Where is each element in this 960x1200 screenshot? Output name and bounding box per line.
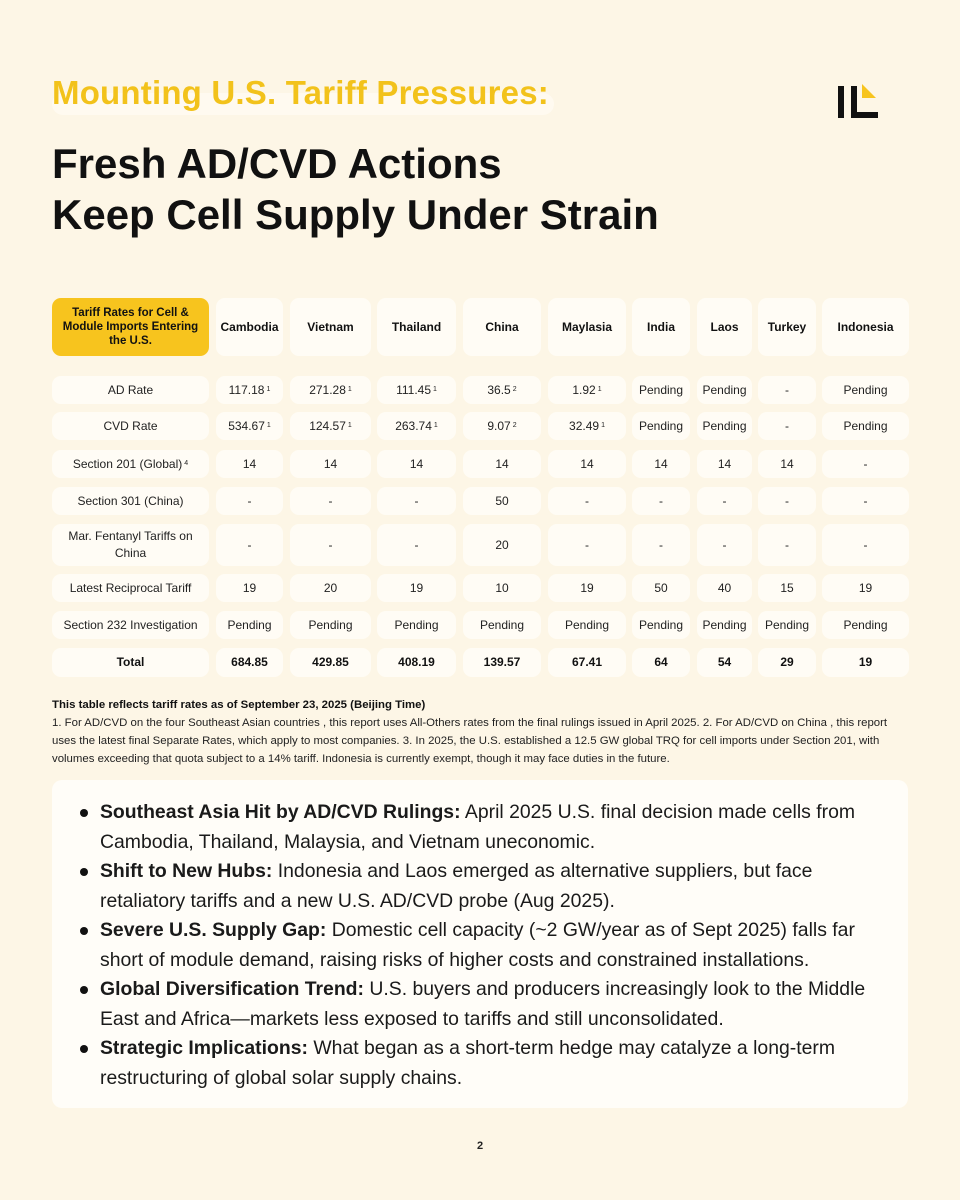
table-cell [822,450,909,478]
cell-value: Pending [394,617,439,632]
cell-value: 50 [654,580,668,595]
cell-value: 40 [717,580,732,595]
table-cell [548,574,626,602]
title-line-1: Fresh AD/CVD Actions [52,140,502,187]
cell-value: - [328,537,333,552]
cell-value: 14 [717,456,732,471]
footnote-marker: 1 [433,421,438,429]
key-point-lead: Southeast Asia Hit by AD/CVD Rulings: [100,801,461,823]
table-cell [758,450,816,478]
key-point-item [100,975,882,1034]
cell-value: - [785,493,789,508]
table-cell [290,487,371,515]
table-cell [216,648,283,677]
key-point-text: Domestic cell capacity (~2 GW/year as of Sept 2025) falls far short of module demand, raising risks of higher costs and constrained installations. [100,919,855,971]
table-cell [216,450,283,478]
table-cell [377,450,456,478]
column-header: Turkey [758,298,816,356]
cell-value: Pending [764,617,810,632]
table-cell [632,376,690,404]
table-cell [697,524,752,566]
cell-value: Pending [638,418,684,433]
table-cell [632,450,690,478]
footnotes: 1. For AD/CVD on the four Southeast Asian countries , this report uses All-Others rates from the final rulings issued in April 2025. 2. For AD/CVD on China , this report uses the latest final Separate Rates, which apply to most companies. 3. In 2025, the U.S. established a 12.5 GW global TRQ for cell imports under Section 201, with volumes exceeding that quota subject to a 14% tariff. Indonesia is currently exempt, though it may face duties in the future. [52,717,888,765]
table-cell [697,574,752,602]
table-cell [377,648,456,677]
table-cell [377,487,456,515]
row-label [52,648,209,677]
cell-value: 117.18 [228,382,265,397]
table-cell [822,524,909,566]
cell-value: 139.57 [483,655,521,669]
table-cell [216,412,283,440]
cell-value: Pending [564,617,610,632]
page-number: 2 [476,1140,484,1152]
cell-value: - [863,493,868,508]
cell-value: - [659,493,663,508]
cell-value: Pending [702,418,747,433]
cell-value: 14 [409,456,424,471]
page-kicker: Mounting U.S. Tariff Pressures: [52,74,549,111]
cell-value: - [863,537,868,552]
cell-value: - [659,537,663,552]
table-cell [216,611,283,639]
cell-value: 1.92 [572,382,596,397]
table-cell [548,412,626,440]
footnote-marker: 2 [512,385,517,393]
key-point-item [100,798,882,857]
key-point-text: April 2025 U.S. final decision made cells from Cambodia, Thailand, Malaysia, and Vietnam uneconomic. [100,801,856,853]
row-label [52,524,209,566]
table-cell [290,524,371,566]
cell-value: 10 [495,580,509,595]
cell-value: Pending [227,617,272,632]
cell-value: - [414,537,419,552]
il-logo-icon [836,80,880,120]
table-cell [548,611,626,639]
cell-value: 19 [858,580,873,595]
column-header: Cambodia [216,298,283,356]
table-corner-label: Tariff Rates for Cell & Module Imports Entering the U.S. [52,298,209,356]
title-line-2: Keep Cell Supply Under Strain [52,191,659,238]
as-of-note: This table reflects tariff rates as of September 23, 2025 (Beijing Time) [52,699,426,711]
cell-value: 271.28 [309,382,346,397]
table-cell [216,574,283,602]
table-cell [290,611,371,639]
row-label [52,611,209,639]
table-cell [632,574,690,602]
key-points-panel [52,780,908,1108]
row-label [52,376,209,404]
table-cell [548,450,626,478]
table-cell [632,412,690,440]
cell-value: Pending [308,617,353,632]
cell-value: 29 [780,655,794,669]
table-cell [463,487,541,515]
cell-value: 19 [242,580,257,595]
cell-value: Pending [843,617,888,632]
cell-value: - [722,537,727,552]
cell-value: 64 [654,655,668,669]
cell-value: 36.5 [487,382,511,397]
column-header: Indonesia [822,298,909,356]
table-cell [758,487,816,515]
cell-value: Pending [638,617,684,632]
cell-value: 124.57 [309,418,346,433]
cell-value: 32.49 [569,418,600,433]
table-cell [548,376,626,404]
key-point-text: U.S. buyers and producers increasingly look to the Middle East and Africa—markets less exposed to tariffs and still unconsolidated. [100,978,866,1030]
footnote-marker: 1 [266,421,271,429]
row-label [52,574,209,602]
cell-value: - [722,493,727,508]
key-point-lead: Global Diversification Trend: [100,978,364,1000]
cell-value: - [863,456,868,471]
cell-value: Pending [843,418,888,433]
table-cell [822,648,909,677]
key-point-item [100,1034,882,1093]
cell-value: 429.85 [312,655,349,669]
key-point-text: Indonesia and Laos emerged as alternative suppliers, but face retaliatory tariffs and a new U.S. AD/CVD probe (Aug 2025). [100,860,813,912]
table-cell [548,524,626,566]
row-label-text: Mar. Fentanyl Tariffs on China [68,529,193,560]
cell-value: Pending [702,617,747,632]
table-cell [758,648,816,677]
footnote-marker: 1 [347,421,352,429]
row-label-text: CVD Rate [103,418,158,433]
column-header: Vietnam [290,298,371,356]
table-cell [377,574,456,602]
row-label-text: Section 301 (China) [77,493,184,508]
cell-value: - [785,537,789,552]
table-cell [697,376,752,404]
table-cell [822,487,909,515]
key-point-lead: Strategic Implications: [100,1037,308,1059]
table-cell [377,524,456,566]
cell-value: Pending [843,382,888,397]
cell-value: - [247,537,252,552]
key-point-item [100,916,882,975]
table-cell [632,648,690,677]
table-cell [216,487,283,515]
table-notes [52,696,912,768]
table-cell [463,376,541,404]
row-label-text: AD Rate [107,382,154,397]
key-point-item [100,857,882,916]
cell-value: 534.67 [228,418,265,433]
footnote-marker: 4 [184,459,189,467]
table-cell [377,376,456,404]
cell-value: - [585,537,589,552]
table-cell [548,487,626,515]
cell-value: - [585,493,589,508]
cell-value: 14 [580,456,594,471]
cell-value: 20 [495,537,509,552]
footnote-marker: 2 [512,421,517,429]
row-label [52,487,209,515]
table-cell [758,574,816,602]
page-title [52,138,659,240]
cell-value: - [785,382,789,397]
cell-value: 19 [580,580,594,595]
cell-value: 263.74 [395,418,432,433]
table-cell [290,450,371,478]
cell-value: 19 [409,580,424,595]
cell-value: - [785,418,789,433]
cell-value: 684.85 [231,655,268,669]
cell-value: Pending [638,382,684,397]
table-cell [463,524,541,566]
table-cell [632,487,690,515]
cell-value: 408.19 [398,655,435,669]
table-cell [290,412,371,440]
row-label [52,412,209,440]
cell-value: Pending [702,382,747,397]
row-label [52,450,209,478]
cell-value: Pending [479,617,525,632]
table-cell [632,611,690,639]
cell-value: 111.45 [396,382,431,397]
table-cell [697,450,752,478]
table-cell [377,611,456,639]
table-cell [463,648,541,677]
table-cell [822,574,909,602]
cell-value: 54 [717,655,732,669]
cell-value: 14 [495,456,509,471]
table-cell [822,412,909,440]
key-point-lead: Severe U.S. Supply Gap: [100,919,327,941]
table-cell [463,450,541,478]
column-header: Laos [697,298,752,356]
column-header: China [463,298,541,356]
footnote-marker: 1 [597,385,602,393]
table-cell [758,524,816,566]
table-cell [463,611,541,639]
cell-value: - [414,493,419,508]
cell-value: 20 [323,580,338,595]
column-header: Maylasia [548,298,626,356]
key-point-lead: Shift to New Hubs: [100,860,273,882]
cell-value: 9.07 [487,418,511,433]
table-cell [463,412,541,440]
footnote-marker: 1 [433,385,437,393]
table-cell [377,412,456,440]
footnote-marker: 1 [601,421,605,429]
table-cell [216,524,283,566]
key-points-list [100,798,882,1093]
cell-value: 15 [780,580,794,595]
cell-value: 14 [323,456,338,471]
table-cell [697,611,752,639]
table-cell [290,574,371,602]
table-cell [290,376,371,404]
table-cell [822,376,909,404]
cell-value: 50 [495,493,509,508]
cell-value: 67.41 [571,655,603,669]
row-label-text: Total [116,655,145,669]
table-cell [697,412,752,440]
cell-value: 14 [654,456,668,471]
table-cell [758,376,816,404]
table-cell [758,412,816,440]
table-cell [758,611,816,639]
table-cell [463,574,541,602]
row-label-text: Section 201 (Global) [72,456,183,471]
column-header: Thailand [377,298,456,356]
cell-value: 14 [242,456,257,471]
cell-value: - [328,493,333,508]
column-header: India [632,298,690,356]
table-cell [548,648,626,677]
row-label-text: Latest Reciprocal Tariff [69,580,192,595]
table-cell [822,611,909,639]
table-cell [216,376,283,404]
footnote-marker: 1 [266,385,271,393]
key-point-text: What began as a short-term hedge may catalyze a long-term restructuring of global solar supply chains. [100,1037,836,1089]
table-cell [697,487,752,515]
table-cell [632,524,690,566]
cell-value: - [247,493,252,508]
cell-value: 14 [780,456,794,471]
footnote-marker: 1 [347,385,352,393]
table-cell [697,648,752,677]
cell-value: 19 [858,655,873,669]
table-cell [290,648,371,677]
row-label-text: Section 232 Investigation [63,617,198,632]
